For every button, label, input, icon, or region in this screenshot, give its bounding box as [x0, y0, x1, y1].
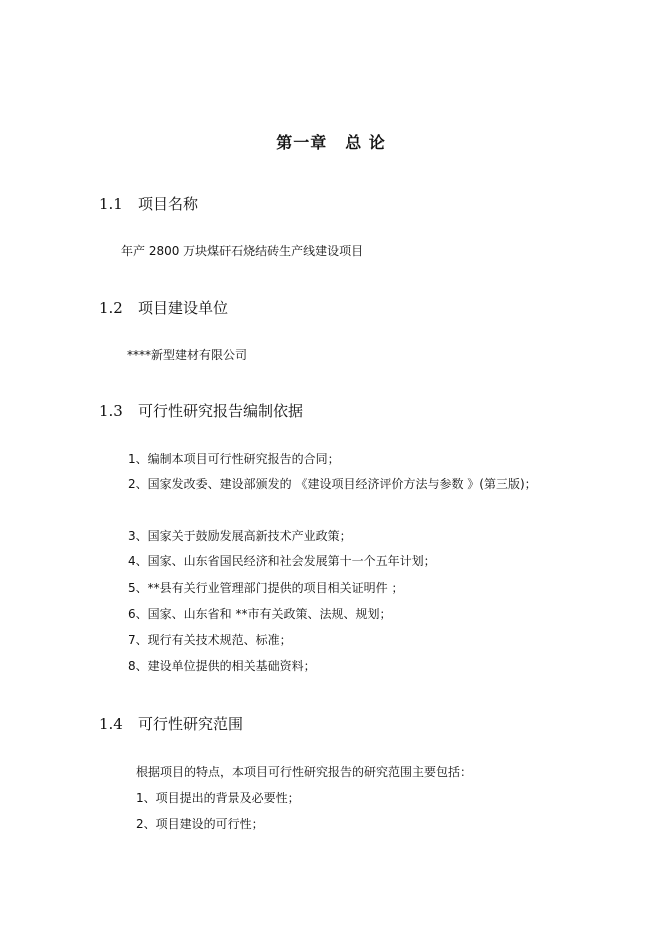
section-heading-1-4	[99, 713, 243, 734]
list-item: 1、编制本项目可行性研究报告的合同；	[128, 452, 340, 466]
section-title: 可行性研究报告编制依据	[138, 402, 304, 420]
chapter-number: 第一章	[276, 133, 328, 152]
section-heading-1-1	[99, 193, 198, 214]
section-heading-1-3	[99, 400, 303, 421]
list-item: 5、**县有关行业管理部门提供的项目相关证明件 ；	[128, 581, 404, 595]
company-name-text: ****新型建材有限公司	[127, 348, 248, 362]
list-item: 6、国家、山东省和 **市有关政策、法规、规划；	[128, 607, 392, 621]
section-title: 项目建设单位	[138, 299, 229, 317]
section-title: 可行性研究范围	[138, 715, 244, 733]
section-number: 1.2	[99, 299, 123, 317]
section-heading-1-2	[99, 297, 228, 318]
list-item: 8、建设单位提供的相关基础资料；	[128, 659, 316, 673]
list-item: 7、现行有关技术规范、标准；	[128, 633, 292, 647]
list-item: 4、国家、山东省国民经济和社会发展第十一个五年计划；	[128, 554, 436, 568]
scope-intro-text: 根据项目的特点，本项目可行性研究报告的研究范围主要包括：	[136, 765, 473, 779]
section-number: 1.3	[99, 402, 123, 420]
project-name-text: 年产 2800 万块煤矸石烧结砖生产线建设项目	[121, 244, 364, 258]
section-title: 项目名称	[138, 195, 199, 213]
chapter-name: 总 论	[345, 133, 386, 152]
chapter-title	[0, 130, 662, 153]
list-item: 2、国家发改委、建设部颁发的 《建设项目经济评价方法与参数 》(第三版)；	[128, 477, 537, 491]
section-number: 1.1	[99, 195, 123, 213]
section-number: 1.4	[99, 715, 123, 733]
list-item: 2、项目建设的可行性；	[136, 817, 264, 831]
list-item: 1、项目提出的背景及必要性；	[136, 791, 300, 805]
list-item: 3、国家关于鼓励发展高新技术产业政策；	[128, 529, 352, 543]
